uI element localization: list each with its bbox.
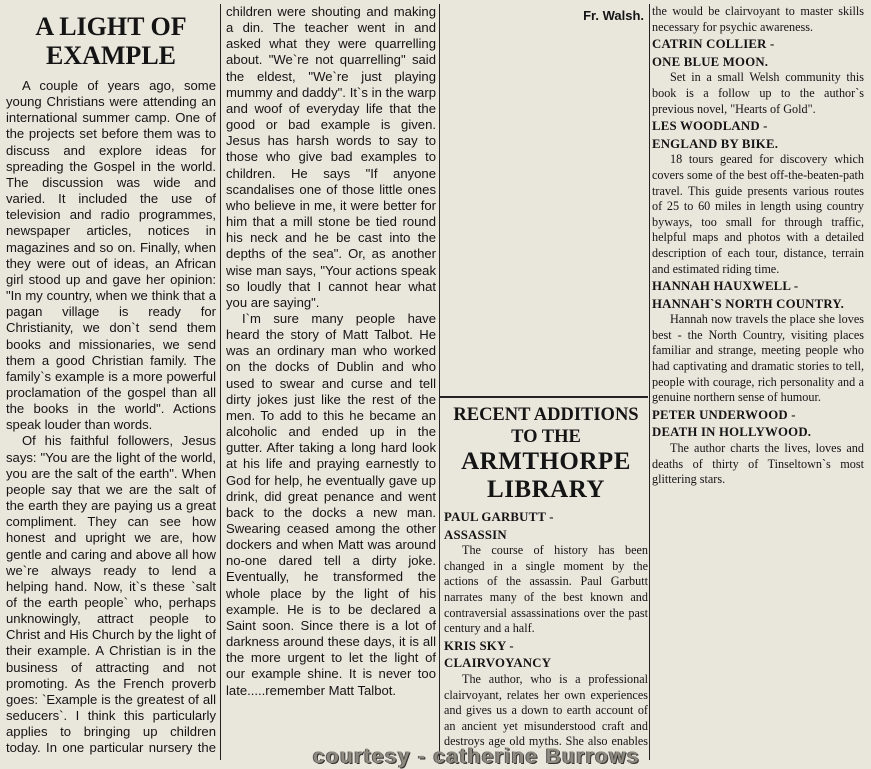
book-description: 18 tours geared for discovery which covers some of the best off-the-beaten-path travel. This guide presents various routes of 25 to 60 miles in length using country byways, too small for through traffic, helpful maps and photos with a detailed description of each tour, distance, terrain and estimated riding time. [652,152,864,276]
book-heading-title: ENGLAND BY BIKE. [652,136,779,151]
article-column-3 [442,4,646,394]
book-heading-author: PETER UNDERWOOD - [652,407,796,422]
book-heading-author: KRIS SKY - [444,638,514,653]
book-heading-title: ONE BLUE MOON. [652,54,769,69]
article-signature: Fr. Walsh. [583,8,644,23]
book-heading-title: HANNAH`S NORTH COUNTRY. [652,296,844,311]
library-column-1 [444,398,648,762]
book-heading-author: LES WOODLAND - [652,119,768,134]
book-description: Hannah now travels the place she loves best - the North Country, visiting places familiar and strange, meeting people who had captivating and dramatic stories to tell, people with courage, rich personality and a genuine northern sense of humour. [652,312,864,405]
column-rule [220,4,221,760]
watermark: courtesy - catherine Burrows [313,745,640,768]
library-title-line-4: LIBRARY [487,476,605,503]
column-rule [439,4,440,760]
library-title [444,404,648,504]
article-column-1 [6,4,216,762]
book-heading-author: PAUL GARBUTT - [444,510,554,524]
book-description: The author, who is a professional clairvoyant, relates her own experiences and gives us a down to earth account of an ancient yet misunderstood craft and destroys age old myths. She also enables [444,671,648,749]
article-column-2 [226,4,436,762]
article-title-line-2: EXAMPLE [46,41,176,70]
column-rule [649,4,650,760]
book-heading-title: ASSASSIN [444,527,507,542]
book-description: The author charts the lives, loves and deaths of thirty of Tinseltown`s most glittering stars. [652,441,864,487]
book-heading-title: CLAIRVOYANCY [444,656,552,671]
library-column-2 [652,4,864,762]
article-paragraph: A couple of years ago, some young Christians were attending an international summer camp. One of the projects set before them was to discuss and explore ideas for spreading the Gospel in the world. The discussion was wide and varied. It included the use of television and radio programmes, newspaper articles, notices in magazines and so on. Finally, when they were out of ideas, an African girl stood up and gave her opinion: "In my country, when we think that a pagan village is ready for Christianity, we don`t send them books and missionaries, we send them a good Christian family. The family`s example is a more powerful proclamation of the gospel than all the books in the world". Actions speak louder than words. [6,78,216,433]
article-paragraph: Of his faithful followers, Jesus says: "You are the light of the world, you are the salt of the earth". When people say that we are the salt of the earth they are paying us a great compliment. They can see how honest and upright we are, how gentle and caring and above all how we`re always ready to lend a helping hand. Now, it`s these `salt of the earth people` who, perhaps unknowingly, attract people to Christ and His Church by the light of their example. A Christian is in the business of attracting and not promoting. As the French proverb goes: `Example is the greatest of all seducers`. I think this particularly applies to bringing up children today. In one particular nursery the [6,433,216,756]
book-heading-author: HANNAH HAUXWELL - [652,279,799,294]
book-heading-author: CATRIN COLLIER - [652,37,775,52]
article-paragraph: I`m sure many people have heard the story of Matt Talbot. He was an ordinary man who worked on the docks of Dublin and who used to swear and curse and tell dirty jokes just like the rest of the men. To add to this he became an alcoholic and ended up in the gutter. After taking a long hard look at his life and praying earnestly to God for help, he eventually gave up drink, did great penance and went back to the docks a new man. Swearing ceased among the other dockers and when Matt was around no-one dared tell a dirty joke. Eventually, he transformed the whole place by the light of his example. He is to be declared a Saint soon. Since there is a lot of darkness around these days, it is all the more urgent to let the light of our example shine. It is never too late.....remember Matt Talbot. [226,310,436,698]
library-title-line-3: ARMTHORPE [461,448,631,475]
library-title-line-1: RECENT ADDITIONS [453,405,639,425]
book-description: The course of history has been changed in a single moment by the actions of the assassin. Paul Garbutt narrates many of the best known and contraversial assassinations over the past century and a half. [444,543,648,636]
library-title-line-2: TO THE [511,427,581,447]
book-description: Set in a small Welsh community this book is a follow up to the author`s previous novel, "Hearts of Gold". [652,70,864,116]
book-heading-title: DEATH IN HOLLYWOOD. [652,425,812,440]
book-description: the would be clairvoyant to master skills necessary for psychic awareness. [652,4,864,34]
article-title-line-1: A LIGHT OF [35,12,187,41]
article-paragraph: children were shouting and making a din. The teacher went in and asked what they were quarrelling about. "We`re not quarrelling" said the eldest, "We`re just playing mummy and daddy". It`s in the warp and woof of everyday life that the good or bad example is given. Jesus has harsh words to say to those who give bad examples to children. He says "If anyone scandalises one of those little ones who believe in me, it were better for him that a mill stone be tied round his neck and he be cast into the depths of the sea". Or, as another wise man says, "Your actions speak so loudly that I cannot hear what you are saying". [226,4,436,310]
article-title [6,12,216,70]
